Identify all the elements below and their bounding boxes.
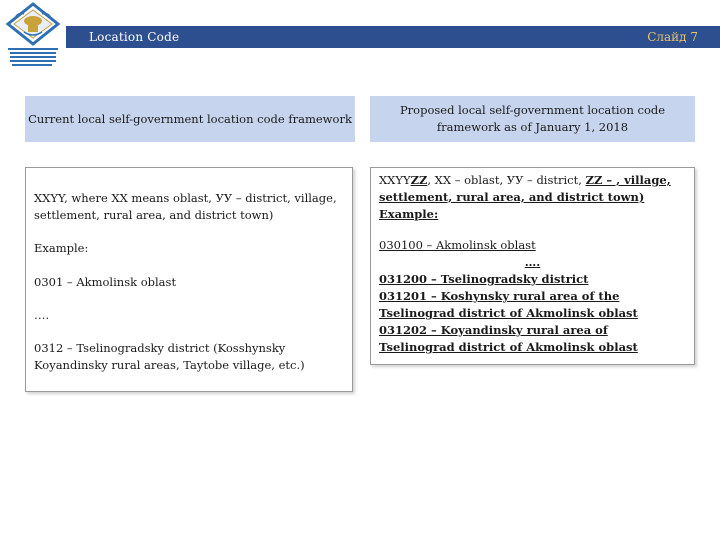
logo (0, 0, 66, 72)
header-bar (60, 26, 720, 48)
proposed-example-line-2: 031200 – Tselinogradsky district (379, 272, 589, 286)
current-example-label: Example: (34, 241, 89, 255)
current-framework-box (25, 167, 353, 392)
slide-number: Слайд 7 (647, 30, 698, 44)
proposed-example-line-3: 031201 – Koshynsky rural area of the Tselinograd district of Akmolinsk oblast (379, 289, 638, 320)
current-description: XXYY, where XX means oblast, УУ – district, village, settlement, rural area, and district town) (34, 191, 337, 222)
proposed-description: XXYYZZ, XX – oblast, УУ – district, ZZ – , village, settlement, rural area, and district town) (379, 173, 671, 204)
proposed-framework-box (370, 167, 695, 365)
proposed-example-line-1: 030100 – Akmolinsk oblast (379, 238, 536, 252)
proposed-framework-heading: Proposed local self-government location code framework as of January 1, 2018 (370, 96, 695, 142)
current-example-ellipsis: …. (34, 308, 50, 322)
emblem-icon (2, 2, 64, 72)
slide-title: Location Code (89, 30, 180, 44)
proposed-example-label: Example: (379, 207, 439, 221)
proposed-example-line-4: 031202 – Koyandinsky rural area of Tselinograd district of Akmolinsk oblast (379, 323, 638, 354)
proposed-example-ellipsis: …. (524, 255, 541, 269)
current-example-line-1: 0301 – Akmolinsk oblast (34, 275, 177, 289)
current-framework-heading: Current local self-government location code framework (25, 96, 355, 142)
current-example-line-2: 0312 – Tselinogradsky district (Kosshynsky Koyandinsky rural areas, Taytobe village, etc.) (34, 341, 305, 372)
